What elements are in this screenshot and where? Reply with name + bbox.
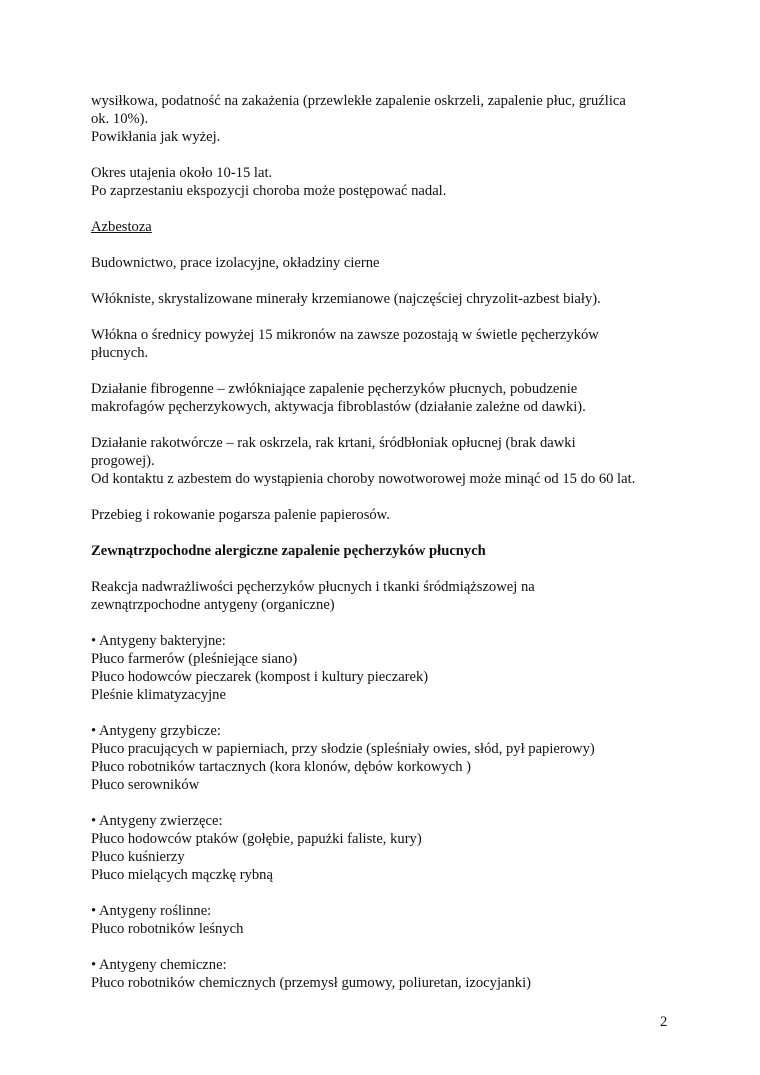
list-item: Płuco hodowców ptaków (gołębie, papużki faliste, kury) [91, 831, 422, 847]
text-line: Działanie rakotwórcze – rak oskrzela, rak krtani, śródbłoniak opłucnej (brak dawki [91, 435, 576, 451]
text-line: Reakcja nadwrażliwości pęcherzyków płucnych i tkanki śródmiąższowej na [91, 579, 535, 595]
text-line: Włókna o średnicy powyżej 15 mikronów na zawsze pozostają w świetle pęcherzyków [91, 327, 599, 343]
list-item: Płuco robotników leśnych [91, 921, 244, 937]
bullet-icon: • [91, 957, 97, 973]
latency-paragraph [91, 164, 691, 200]
text-line: ok. 10%). [91, 111, 149, 127]
spacer [91, 272, 691, 290]
bullet-icon: • [91, 723, 97, 739]
carcinogenic-paragraph [91, 434, 691, 488]
spacer [91, 614, 691, 632]
list-item: Płuco pracujących w papierniach, przy słodzie (spleśniały owies, słód, pył papierowy) [91, 741, 595, 757]
spacer [91, 362, 691, 380]
spacer [91, 794, 691, 812]
spacer [91, 488, 691, 506]
antigen-group-fungal [91, 722, 691, 794]
spacer [91, 884, 691, 902]
text-line: zewnątrzpochodne antygeny (organiczne) [91, 597, 335, 613]
bullet-icon: • [91, 813, 97, 829]
antigen-group-plant [91, 902, 691, 938]
bullet-icon: • [91, 633, 97, 649]
list-item: Płuco hodowców pieczarek (kompost i kultury pieczarek) [91, 669, 429, 685]
antigen-group-title: • Antygeny zwierzęce: [91, 813, 223, 829]
text-line: Od kontaktu z azbestem do wystąpienia choroby nowotworowej może minąć od 15 do 60 lat. [91, 471, 636, 487]
spacer [91, 308, 691, 326]
text-line: Powikłania jak wyżej. [91, 129, 221, 145]
antigen-group-title: • Antygeny grzybicze: [91, 723, 221, 739]
fibers-paragraph [91, 326, 691, 362]
text-line: płucnych. [91, 345, 149, 361]
intro-paragraph [91, 92, 691, 146]
antigen-group-title: • Antygeny chemiczne: [91, 957, 227, 973]
list-item: Płuco mielących mączkę rybną [91, 867, 273, 883]
spacer [91, 704, 691, 722]
spacer [91, 524, 691, 542]
text-line: makrofagów pęcherzykowych, aktywacja fibroblastów (działanie zależne od dawki). [91, 399, 586, 415]
azbestoza-heading: Azbestoza [91, 219, 152, 235]
prognosis-paragraph: Przebieg i rokowanie pogarsza palenie papierosów. [91, 507, 390, 523]
spacer [91, 236, 691, 254]
spacer [91, 938, 691, 956]
list-item: Płuco farmerów (pleśniejące siano) [91, 651, 298, 667]
antigen-group-title: • Antygeny bakteryjne: [91, 633, 226, 649]
text-line: Okres utajenia około 10-15 lat. [91, 165, 273, 181]
spacer [91, 146, 691, 164]
bullet-icon: • [91, 903, 97, 919]
fibrogenic-paragraph [91, 380, 691, 416]
text-line: Po zaprzestaniu ekspozycji choroba może postępować nadal. [91, 183, 447, 199]
occupations-paragraph: Budownictwo, prace izolacyjne, okładziny cierne [91, 255, 380, 271]
list-item: Płuco serowników [91, 777, 200, 793]
definition-paragraph [91, 578, 691, 614]
list-item: Pleśnie klimatyzacyjne [91, 687, 226, 703]
text-line: progowej). [91, 453, 155, 469]
list-item: Płuco robotników chemicznych (przemysł gumowy, poliuretan, izocyjanki) [91, 975, 531, 991]
antigen-group-animal [91, 812, 691, 884]
page-number: 2 [660, 1014, 668, 1030]
antigen-group-chemical [91, 956, 691, 992]
list-item: Płuco robotników tartacznych (kora klonów, dębów korkowych ) [91, 759, 472, 775]
spacer [91, 416, 691, 434]
spacer [91, 200, 691, 218]
page-content [91, 92, 691, 992]
text-line: Działanie fibrogenne – zwłókniające zapalenie pęcherzyków płucnych, pobudzenie [91, 381, 578, 397]
antigen-group-title: • Antygeny roślinne: [91, 903, 212, 919]
minerals-paragraph: Włókniste, skrystalizowane minerały krzemianowe (najczęściej chryzolit-azbest biały). [91, 291, 601, 307]
text-line: wysiłkowa, podatność na zakażenia (przewlekłe zapalenie oskrzeli, zapalenie płuc, gruźlica [91, 93, 626, 109]
alveolitis-heading: Zewnątrzpochodne alergiczne zapalenie pęcherzyków płucnych [91, 543, 486, 559]
list-item: Płuco kuśnierzy [91, 849, 185, 865]
spacer [91, 560, 691, 578]
antigen-group-bacterial [91, 632, 691, 704]
